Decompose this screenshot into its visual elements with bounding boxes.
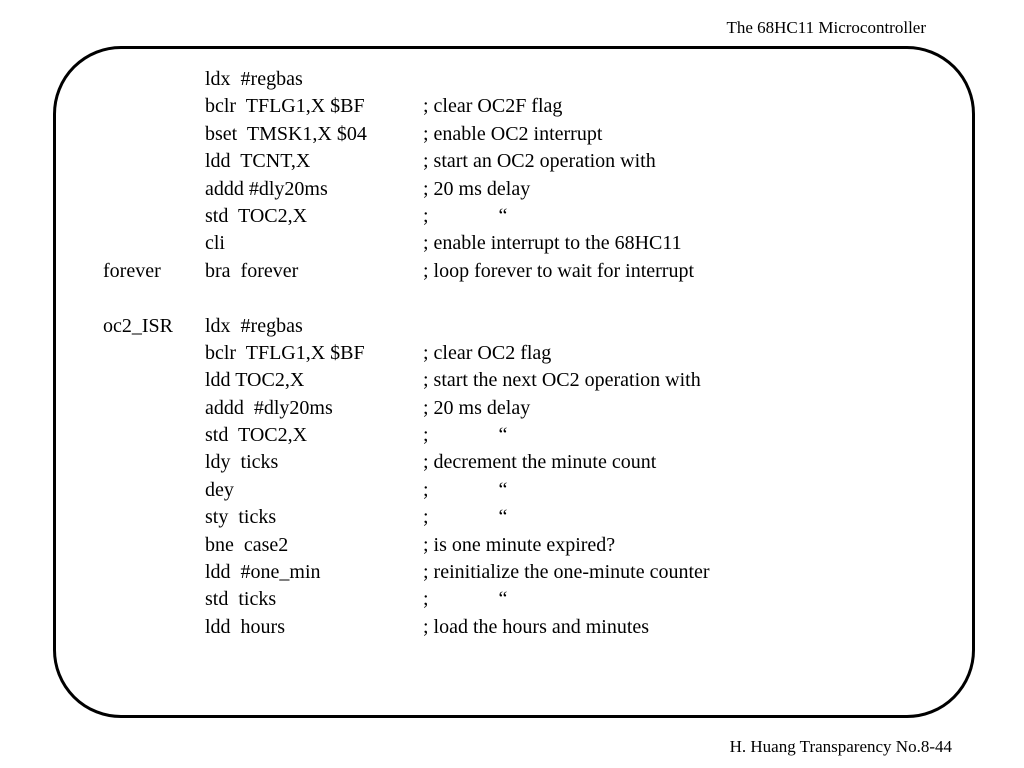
code-instruction: ldx #regbas — [205, 314, 303, 337]
code-line — [103, 449, 943, 476]
code-comment: ; reinitialize the one-minute counter — [423, 561, 710, 584]
code-comment: ; loop forever to wait for interrupt — [423, 259, 695, 282]
code-label: oc2_ISR — [103, 314, 173, 337]
code-line — [103, 121, 943, 148]
code-instruction: bclr TFLG1,X $BF — [205, 95, 365, 118]
code-instruction: addd #dly20ms — [205, 396, 333, 419]
code-comment: ; enable interrupt to the 68HC11 — [423, 232, 682, 255]
code-comment: ; is one minute expired? — [423, 533, 616, 556]
code-line — [103, 313, 943, 340]
code-instruction: ldy ticks — [205, 451, 279, 474]
code-line — [103, 614, 943, 641]
code-instruction: addd #dly20ms — [205, 177, 328, 200]
code-line — [103, 586, 943, 613]
code-label: forever — [103, 259, 161, 282]
code-line — [103, 340, 943, 367]
code-comment: ; decrement the minute count — [423, 451, 657, 474]
code-comment: ; “ — [423, 204, 508, 227]
code-instruction: ldd TOC2,X — [205, 369, 305, 392]
code-instruction: ldd #one_min — [205, 561, 321, 584]
code-instruction: std TOC2,X — [205, 424, 308, 447]
code-line — [103, 230, 943, 257]
assembly-code-listing — [103, 66, 943, 641]
code-line — [103, 504, 943, 531]
code-instruction: bne case2 — [205, 533, 289, 556]
code-instruction: std ticks — [205, 588, 277, 611]
code-instruction: dey — [205, 478, 234, 501]
code-instruction: ldd TCNT,X — [205, 150, 311, 173]
code-line — [103, 559, 943, 586]
code-instruction: ldx #regbas — [205, 68, 303, 90]
code-comment: ; “ — [423, 588, 508, 611]
code-comment: ; clear OC2F flag — [423, 95, 563, 118]
code-instruction: std TOC2,X — [205, 204, 308, 227]
code-line — [103, 422, 943, 449]
code-comment: ; enable OC2 interrupt — [423, 122, 603, 145]
code-instruction: bset TMSK1,X $04 — [205, 122, 367, 145]
code-line — [103, 176, 943, 203]
code-instruction: bra forever — [205, 259, 299, 282]
code-instruction: cli — [205, 232, 225, 255]
code-comment: ; 20 ms delay — [423, 396, 531, 419]
code-comment: ; 20 ms delay — [423, 177, 531, 200]
code-line — [103, 532, 943, 559]
code-line — [103, 395, 943, 422]
code-comment: ; start the next OC2 operation with — [423, 369, 701, 392]
code-line — [103, 285, 943, 312]
code-comment: ; “ — [423, 478, 508, 501]
page-header-title: The 68HC11 Microcontroller — [726, 18, 926, 37]
code-comment: ; “ — [423, 506, 508, 529]
code-comment: ; clear OC2 flag — [423, 341, 552, 364]
code-instruction: ldd hours — [205, 615, 285, 638]
code-instruction: sty ticks — [205, 506, 277, 529]
code-line — [103, 148, 943, 175]
code-comment: ; start an OC2 operation with — [423, 150, 656, 173]
code-line — [103, 203, 943, 230]
code-line — [103, 367, 943, 394]
code-line — [103, 258, 943, 285]
code-instruction: bclr TFLG1,X $BF — [205, 341, 365, 364]
code-comment: ; “ — [423, 424, 508, 447]
code-line — [103, 93, 943, 120]
code-line — [103, 477, 943, 504]
code-comment: ; load the hours and minutes — [423, 615, 650, 638]
page-footer: H. Huang Transparency No.8-44 — [729, 737, 952, 756]
code-line — [103, 66, 943, 93]
